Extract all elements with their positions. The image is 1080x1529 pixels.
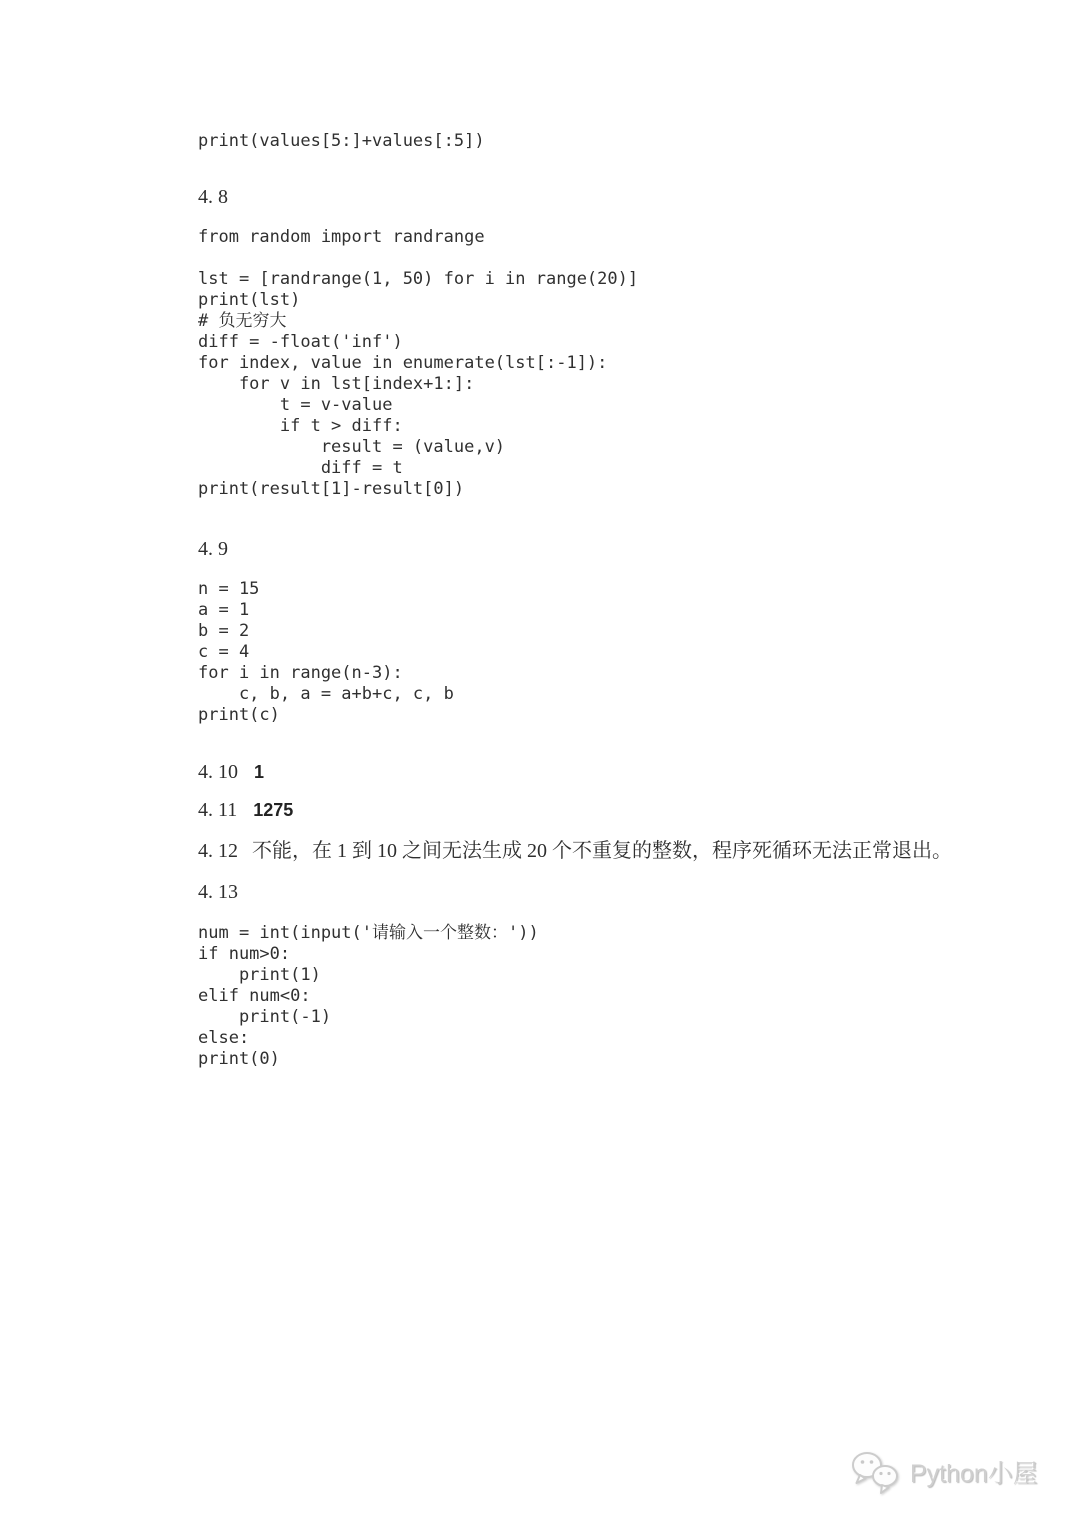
code-line: diff = t xyxy=(198,458,403,478)
section-number: 4. 12 xyxy=(198,840,238,862)
code-line: c = 4 xyxy=(198,642,250,662)
code-line: print(result[1]-result[0]) xyxy=(198,479,465,499)
code-line: if t > diff: xyxy=(198,416,403,436)
answer-4-11 xyxy=(198,797,293,823)
code-line: for v in lst[index+1:]: xyxy=(198,374,475,394)
section-number: 4. 8 xyxy=(198,186,228,208)
code-line: for index, value in enumerate(lst[:-1]): xyxy=(198,353,608,373)
code-line: c, b, a = a+b+c, c, b xyxy=(198,684,454,704)
section-number: 4. 9 xyxy=(198,538,228,560)
code-line xyxy=(198,248,638,269)
section-4-8 xyxy=(198,184,228,210)
code-line: print(lst) xyxy=(198,290,301,310)
code-line: result = (value,v) xyxy=(198,437,506,457)
watermark xyxy=(850,1448,1038,1496)
section-number: 4. 13 xyxy=(198,881,238,903)
section-number: 4. 10 xyxy=(198,761,238,783)
code-line: print(1) xyxy=(198,965,321,985)
wechat-icon xyxy=(850,1448,902,1496)
code-line: from random import randrange xyxy=(198,227,485,247)
code-line: else: xyxy=(198,1028,250,1048)
code-line: for i in range(n-3): xyxy=(198,663,403,683)
section-number: 4. 11 xyxy=(198,799,238,821)
code-line: print(values[5:]+values[:5]) xyxy=(198,131,485,151)
answer-text: 1275 xyxy=(253,800,294,820)
code-line: n = 15 xyxy=(198,579,260,599)
code-line: print(-1) xyxy=(198,1007,332,1027)
code-block-4-13 xyxy=(198,923,539,1070)
code-line: lst = [randrange(1, 50) for i in range(20)] xyxy=(198,269,639,289)
section-4-9 xyxy=(198,536,228,562)
section-4-13 xyxy=(198,879,238,905)
code-block-4-9 xyxy=(198,579,454,726)
answer-4-12 xyxy=(198,838,952,864)
watermark-label: Python小屋 xyxy=(910,1460,1038,1488)
code-line: print(c) xyxy=(198,705,280,725)
code-block-4-8 xyxy=(198,227,638,500)
code-line: if num>0: xyxy=(198,944,291,964)
code-line: t = v-value xyxy=(198,395,393,415)
code-line: b = 2 xyxy=(198,621,250,641)
code-line: elif num<0: xyxy=(198,986,311,1006)
code-line: # 负无穷大 xyxy=(198,311,287,331)
code-line: a = 1 xyxy=(198,600,250,620)
code-line: print(0) xyxy=(198,1049,280,1069)
answer-text: 不能，在 1 到 10 之间无法生成 20 个不重复的整数，程序死循环无法正常退出。 xyxy=(252,840,952,862)
code-line: num = int(input('请输入一个整数：')) xyxy=(198,923,539,943)
answer-4-10 xyxy=(198,759,264,785)
answer-text: 1 xyxy=(254,762,265,782)
code-line: diff = -float('inf') xyxy=(198,332,403,352)
code-block-4-7 xyxy=(198,131,485,152)
